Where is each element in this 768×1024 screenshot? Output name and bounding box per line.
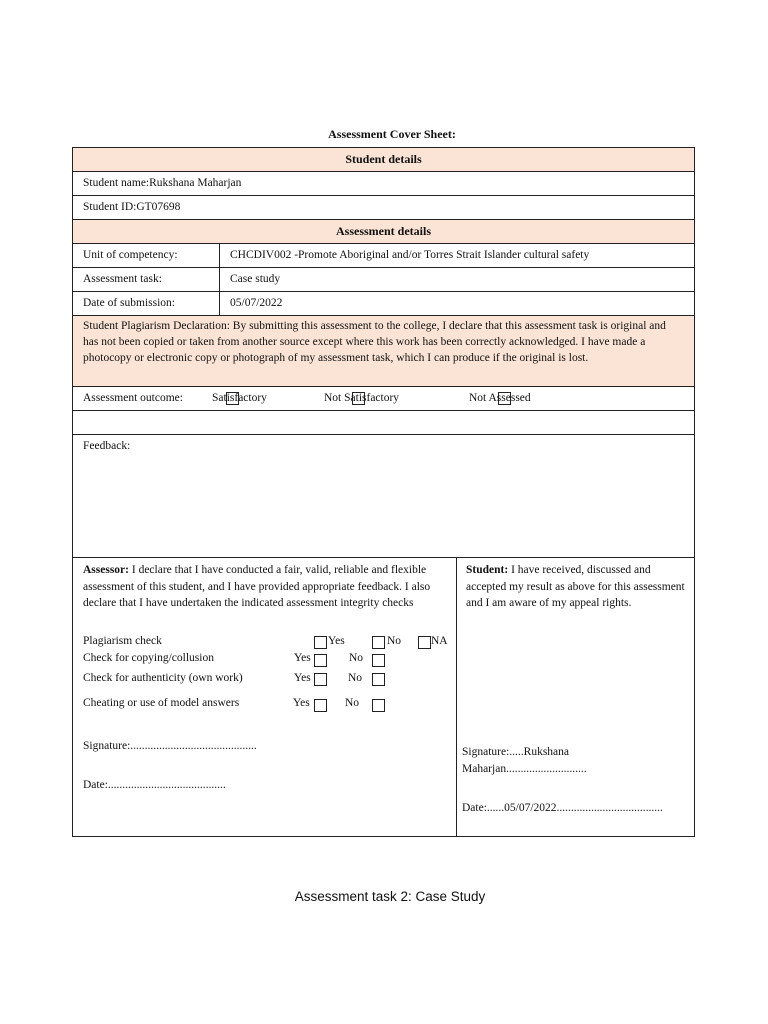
student-signature-line1[interactable]: Signature:.....Rukshana [462, 746, 569, 758]
authenticity-yes-label: Yes [294, 672, 311, 684]
plagiarism-yes-label: Yes [328, 635, 345, 647]
student-name: Student name:Rukshana Maharjan [73, 172, 695, 196]
student-bold-label: Student: [466, 564, 509, 576]
copying-no-label: No [349, 652, 364, 664]
check-authenticity-label: Check for authenticity (own work) [83, 672, 243, 684]
assessor-bold-label: Assessor: [83, 564, 129, 576]
copying-no-checkbox[interactable] [372, 654, 385, 667]
cheating-yes-checkbox[interactable] [314, 699, 327, 712]
unit-value: CHCDIV002 -Promote Aboriginal and/or Torres Strait Islander cultural safety [220, 244, 695, 268]
authenticity-no-label: No [348, 672, 363, 684]
cheating-no-label: No [345, 697, 360, 709]
assessment-outcome-row [73, 387, 695, 411]
check-copying-label: Check for copying/collusion [83, 652, 214, 664]
outcome-not-satisfactory-label: Not Satisfactory [324, 392, 400, 404]
student-id: Student ID:GT07698 [73, 196, 695, 220]
student-signature-line2: Maharjan............................ [462, 763, 587, 775]
cheating-no-checkbox[interactable] [372, 699, 385, 712]
date-value: 05/07/2022 [220, 292, 695, 316]
cover-sheet-title: Assessment Cover Sheet: [328, 127, 456, 141]
student-date[interactable]: Date:......05/07/2022..................................... [462, 802, 663, 814]
plagiarism-yes-checkbox[interactable] [314, 636, 327, 649]
blank-row [73, 411, 695, 435]
task-label: Assessment task: [73, 268, 220, 292]
outcome-not-assessed-checkbox[interactable] [498, 392, 511, 405]
assessor-date[interactable]: Date:......................................... [83, 779, 226, 791]
cover-sheet-table [72, 147, 695, 837]
check-plagiarism-label: Plagiarism check [83, 635, 162, 647]
student-section [457, 558, 695, 837]
student-acknowledgement-text: I have received, discussed and accepted my result as above for this assessment and I am aware of my appeal rights. [466, 564, 685, 609]
assessor-signature[interactable]: Signature:............................................ [83, 740, 257, 752]
unit-label: Unit of competency: [73, 244, 220, 268]
outcome-not-satisfactory-checkbox[interactable] [352, 392, 365, 405]
plagiarism-no-checkbox[interactable] [372, 636, 385, 649]
outcome-label: Assessment outcome: [83, 392, 183, 404]
plagiarism-na-label: NA [431, 635, 448, 647]
assessment-task-title: Assessment task 2: Case Study [294, 889, 486, 904]
plagiarism-declaration: Student Plagiarism Declaration: By submitting this assessment to the college, I declare that this assessment task is original and has not been copied or taken from another source except where this work has been correctly acknowledged. I have made a photocopy or electronic copy or photograph of my assessment task, which I can produce if the original is lost. [73, 316, 695, 387]
outcome-satisfactory-checkbox[interactable] [226, 392, 239, 405]
student-details-header: Student details [73, 148, 695, 172]
assessment-details-header: Assessment details [73, 220, 695, 244]
task-value: Case study [220, 268, 695, 292]
copying-yes-checkbox[interactable] [314, 654, 327, 667]
plagiarism-na-checkbox[interactable] [418, 636, 431, 649]
authenticity-yes-checkbox[interactable] [314, 673, 327, 686]
plagiarism-no-label: No [387, 635, 402, 647]
outcome-not-assessed-label: Not Assessed [469, 392, 531, 404]
date-label: Date of submission: [73, 292, 220, 316]
assessor-declaration [83, 562, 438, 612]
assessor-section [73, 558, 457, 837]
feedback-box[interactable]: Feedback: [73, 435, 695, 558]
copying-yes-label: Yes [294, 652, 311, 664]
check-cheating-label: Cheating or use of model answers [83, 697, 240, 709]
assessor-declaration-text: I declare that I have conducted a fair, valid, reliable and flexible assessment of this student, and I have provided appropriate feedback. I also declare that I have undertaken the indicated assessment integrity checks [83, 564, 431, 609]
authenticity-no-checkbox[interactable] [372, 673, 385, 686]
student-acknowledgement [466, 562, 688, 612]
cheating-yes-label: Yes [293, 697, 310, 709]
outcome-satisfactory-label: Satisfactory [212, 392, 267, 404]
